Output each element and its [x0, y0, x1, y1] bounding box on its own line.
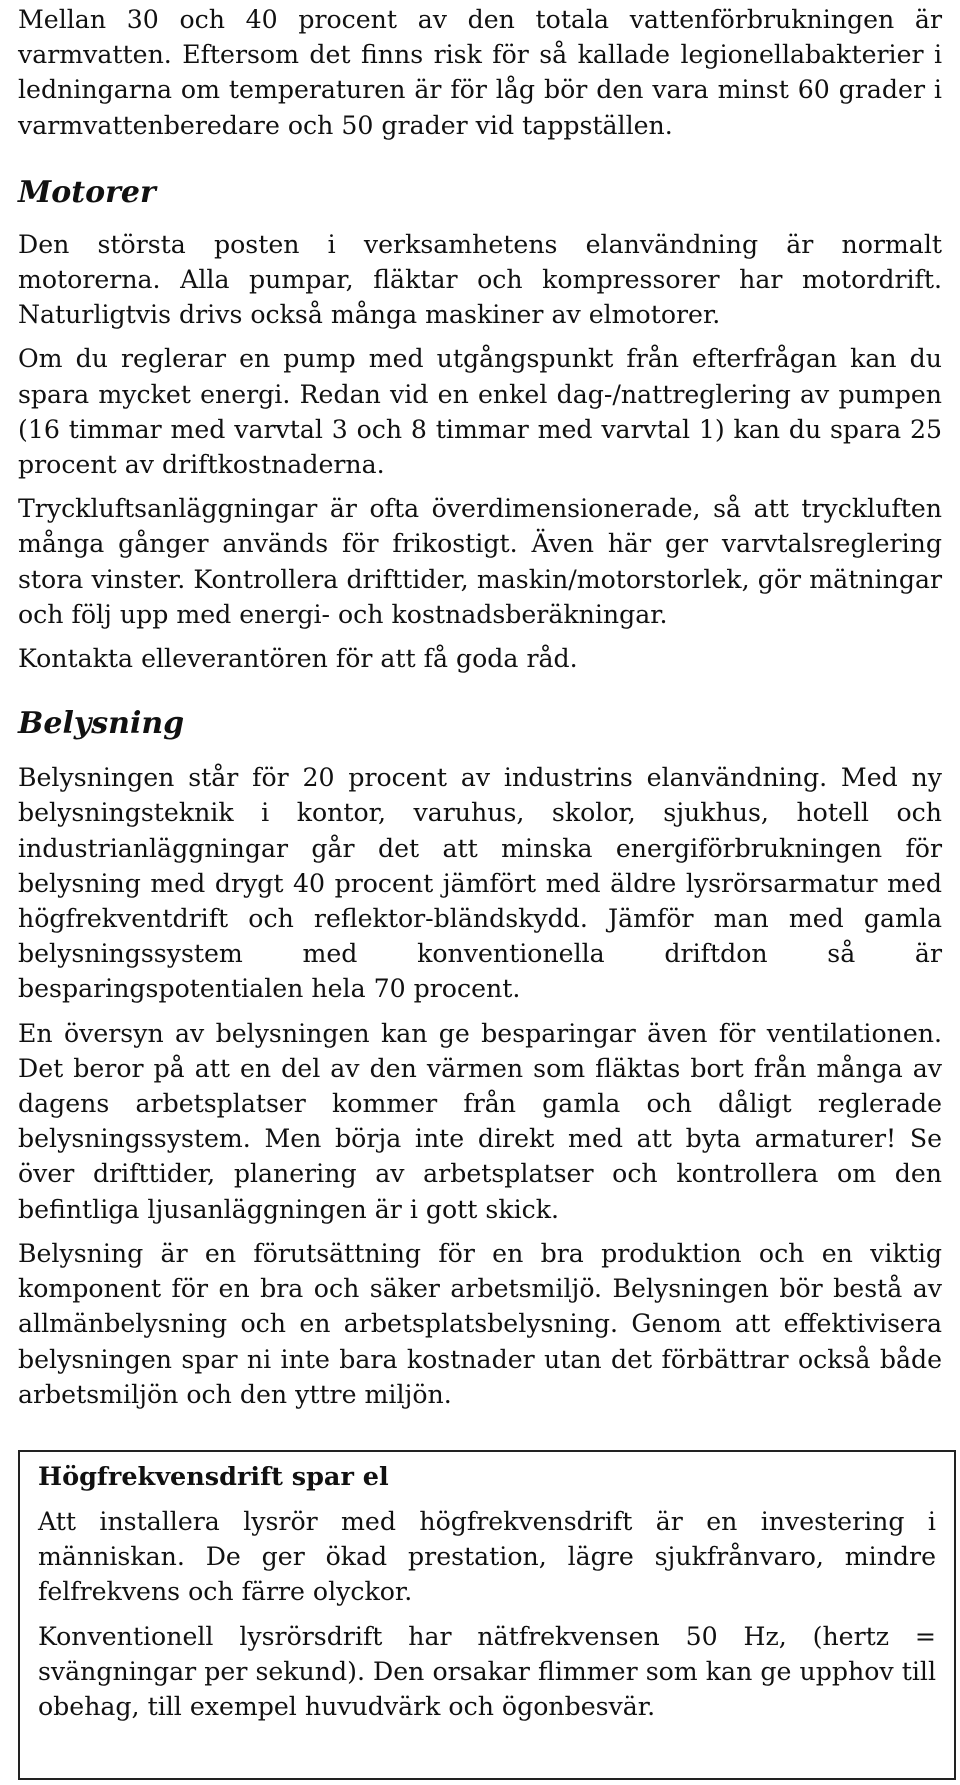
info-box-paragraph-2: Konventionell lysrörsdrift har nätfrekvensen 50 Hz, (hertz = svängningar per sekund). Den orsakar flimmer som kan ge upphov till obehag, till exempel huvudvärk och ögonbesvär.: [38, 1621, 936, 1722]
belysning-paragraph-1: Belysningen står för 20 procent av industrins elanvändning. Med ny belysningsteknik i kontor, varuhus, skolor, sjukhus, hotell och industrianläggningar går det att minska energiförbrukningen för belysning med drygt 40 procent jämfört med äldre lysrörsarmatur med högfrekventdrift och reflektor-bländskydd. Jämför man med gamla belysningssystem med konventionella driftdon så är besparingspotentialen hela 70 procent.: [18, 763, 942, 1004]
section-heading-belysning: Belysning: [18, 706, 185, 742]
belysning-paragraph-2: En översyn av belysningen kan ge besparingar även för ventilationen. Det beror på att en del av den värmen som fläktas bort från många av dagens arbetsplatser kommer från gamla och dåligt reglerade belysningssystem. Men börja inte direkt med att byta armaturer! Se över drifttider, planering av arbetsplatser och kontrollera om den befintliga ljusanläggningen är i gott skick.: [18, 1018, 942, 1224]
motorer-paragraph-2: Om du reglerar en pump med utgångspunkt från efterfrågan kan du spara mycket energi. Redan vid en enkel dag-/nattreglering av pumpen (16 timmar med varvtal 3 och 8 timmar med varvtal 1) kan du spara 25 procent av driftkostnaderna.: [18, 344, 942, 480]
motorer-paragraph-4: Kontakta elleverantören för att få goda råd.: [18, 644, 578, 674]
intro-paragraph: Mellan 30 och 40 procent av den totala vattenförbrukningen är varmvatten. Eftersom det finns risk för så kallade legionellabakterier i ledningarna om temperaturen är för låg bör den vara minst 60 grader i varmvattenberedare och 50 grader vid tappställen.: [18, 5, 942, 140]
info-box: [18, 1450, 956, 1780]
section-heading-motorer: Motorer: [18, 174, 156, 210]
info-box-paragraph-1: Att installera lysrör med högfrekvensdrift är en investering i människan. De ger ökad prestation, lägre sjukfrånvaro, mindre felfrekvens och färre olyckor.: [38, 1507, 936, 1607]
document-page: [18, 0, 942, 1722]
motorer-paragraph-1: Den största posten i verksamhetens elanvändning är normalt motorerna. Alla pumpar, fläktar och kompressorer har motordrift. Naturligtvis drivs också många maskiner av elmotorer.: [18, 229, 942, 330]
belysning-paragraph-3: Belysning är en förutsättning för en bra produktion och en viktig komponent för en bra och säker arbetsmiljö. Belysningen bör bestå av allmänbelysning och en arbetsplatsbelysning. Genom att effektivisera belysningen spar ni inte bara kostnader utan det förbättrar också både arbetsmiljön och den yttre miljön.: [18, 1238, 942, 1409]
info-box-heading: Högfrekvensdrift spar el: [38, 1462, 389, 1492]
motorer-paragraph-3: Tryckluftsanläggningar är ofta överdimensionerade, så att tryckluften många gånger används för frikostigt. Även här ger varvtalsreglering stora vinster. Kontrollera drifttider, maskin/motorstorlek, gör mätningar och följ upp med energi- och kostnadsberäkningar.: [18, 494, 942, 629]
